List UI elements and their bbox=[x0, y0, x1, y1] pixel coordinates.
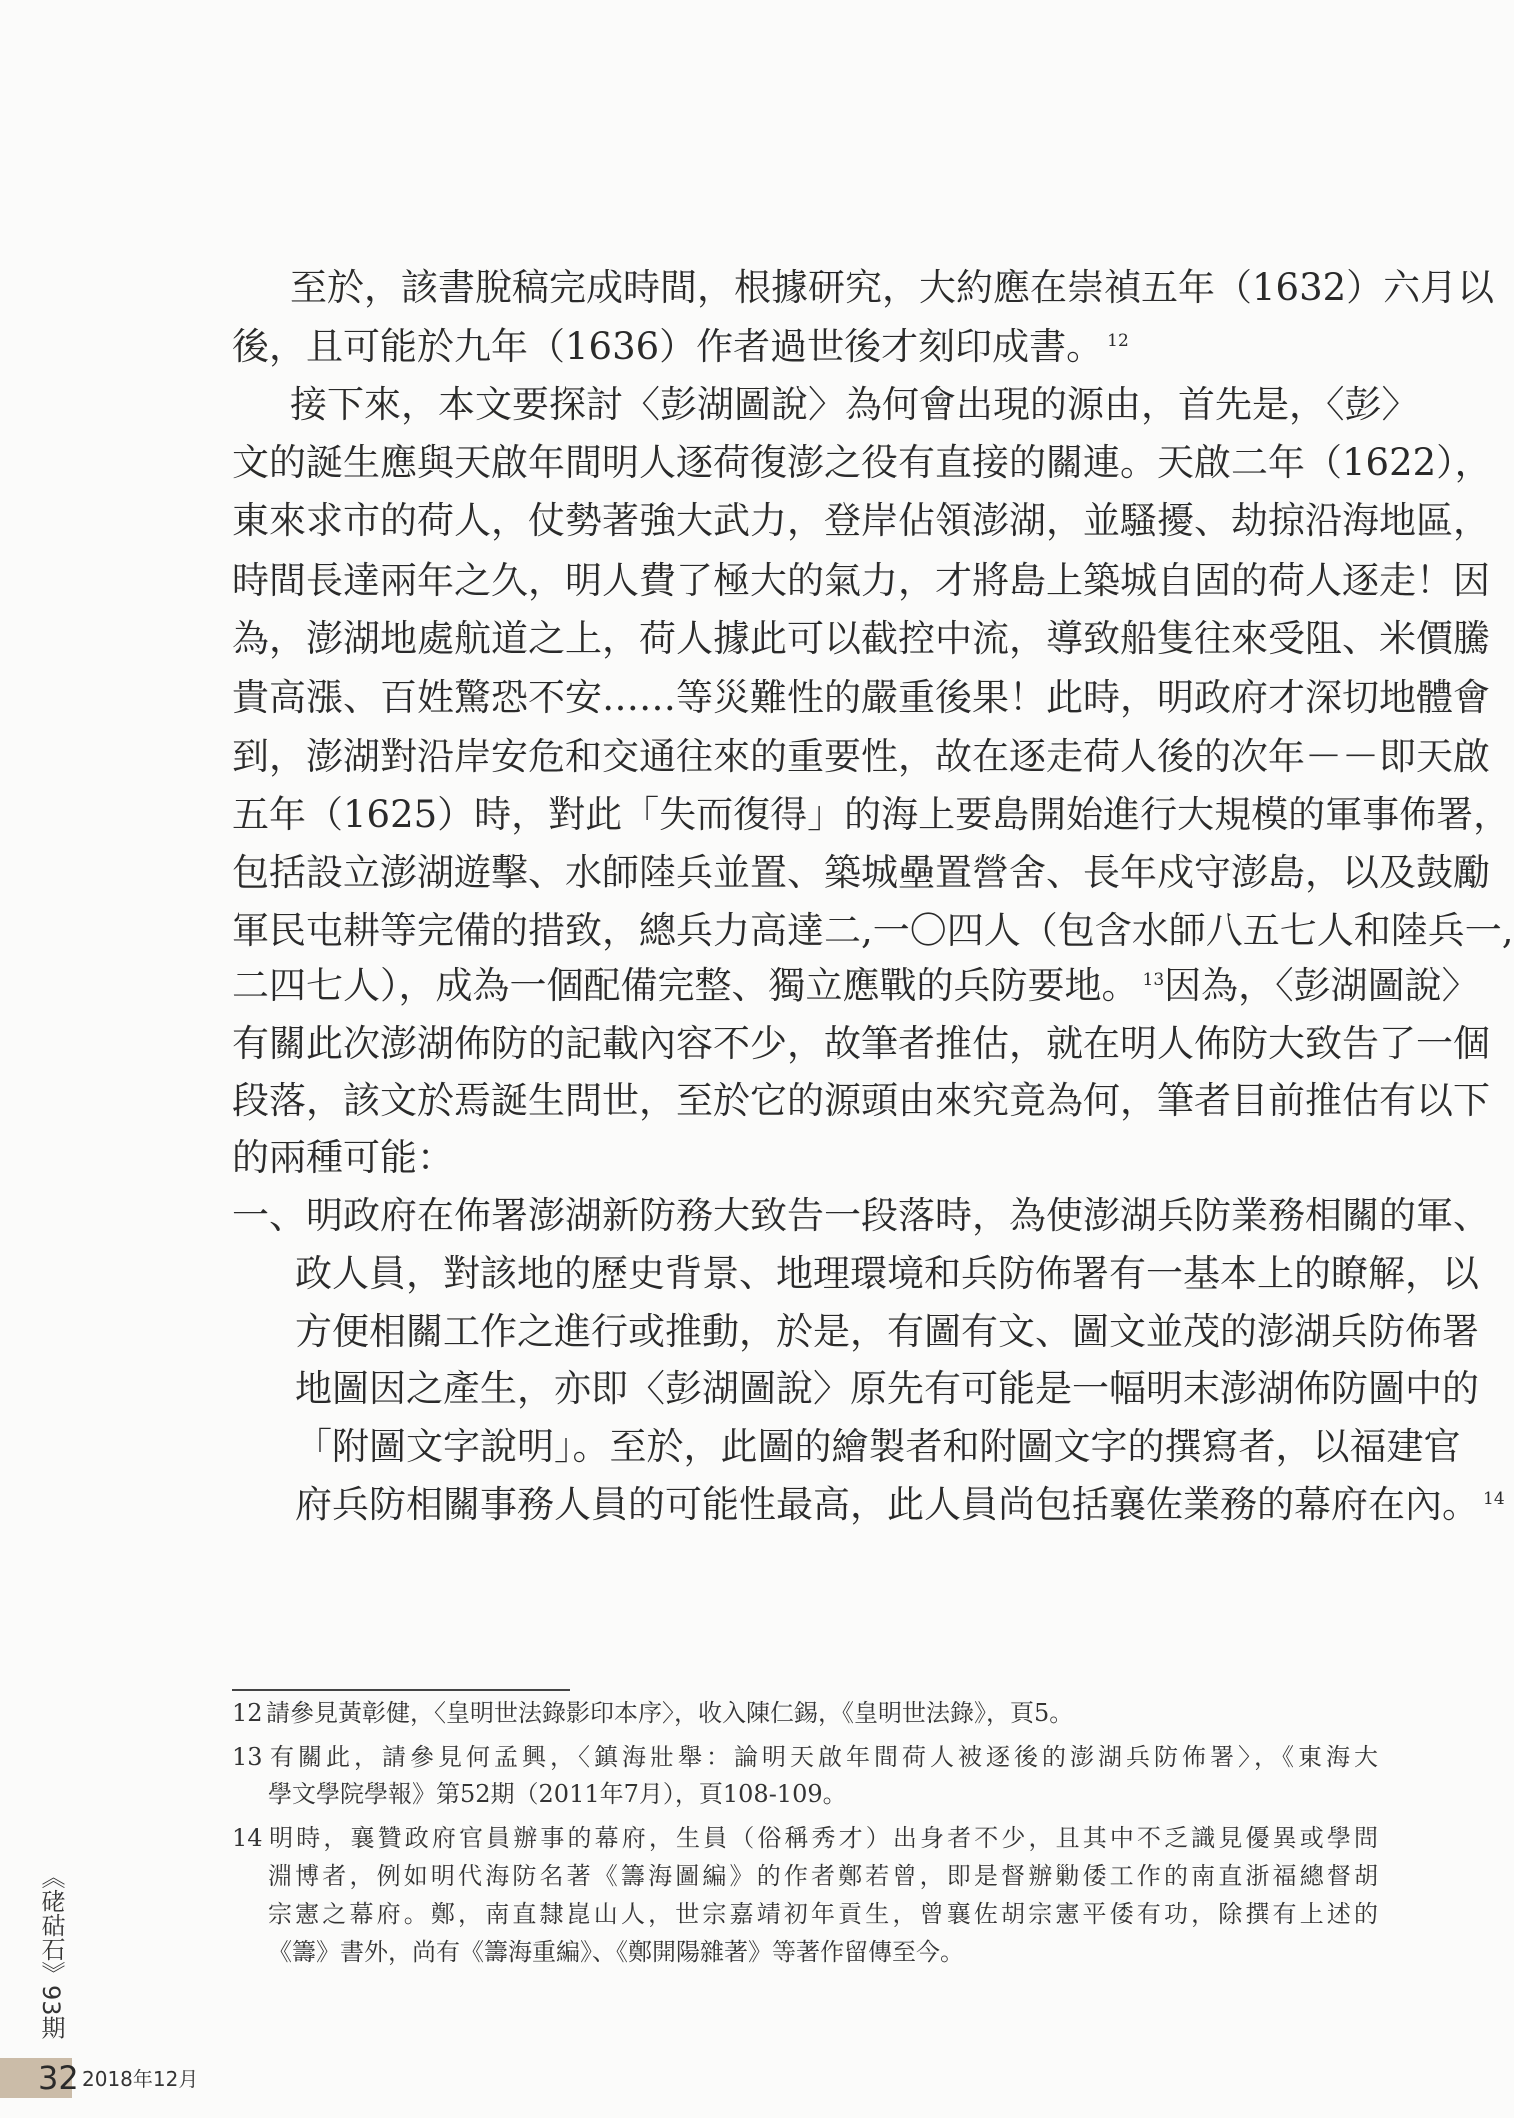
page-number: 32 bbox=[38, 2059, 79, 2097]
body-line: 到，澎湖對沿岸安危和交通往來的重要性，故在逐走荷人後的次年－－即天啟 bbox=[232, 735, 1490, 778]
list-item-line: 方便相關工作之進行或推動，於是，有圖有文、圖文並茂的澎湖兵防佈署 bbox=[295, 1310, 1479, 1353]
footnote-13-cont: 學文學院學報》第52期（2011年7月），頁108-109。 bbox=[268, 1780, 847, 1808]
footnote-ref-12[interactable]: 12 bbox=[1107, 331, 1129, 351]
footnote-number: 13 bbox=[232, 1743, 263, 1771]
body-line: 東來求市的荷人，仗勢著強大武力，登岸佔領澎湖，並騷擾、劫掠沿海地區， bbox=[232, 499, 1490, 542]
footnote-ref-14[interactable]: 14 bbox=[1483, 1489, 1505, 1509]
footnote-text: 有關此，請參見何孟興，〈鎮海壯舉：論明天啟年間荷人被逐後的澎湖兵防佈署〉，《東海大 bbox=[266, 1743, 1378, 1771]
body-line: 接下來，本文要探討〈彭湖圖說〉為何會出現的源由，首先是，〈彭〉 bbox=[290, 383, 1419, 426]
footnote-14 bbox=[232, 1823, 1378, 1853]
body-line: 至於，該書脫稿完成時間，根據研究，大約應在崇禎五年（1632）六月以 bbox=[290, 266, 1495, 309]
list-item-line: 「附圖文字說明」。至於，此圖的繪製者和附圖文字的撰寫者，以福建官 bbox=[295, 1425, 1461, 1468]
body-line: 為，澎湖地處航道之上，荷人據此可以截控中流，導致船隻往來受阻、米價騰 bbox=[232, 617, 1490, 660]
footnote-14-cont: 宗憲之幕府。鄭，南直隸崑山人，世宗嘉靖初年貢生，曾襄佐胡宗憲平倭有功，除撰有上述的 bbox=[268, 1900, 1378, 1928]
footnote-divider bbox=[232, 1689, 570, 1691]
list-item-line: 政人員，對該地的歷史背景、地理環境和兵防佈署有一基本上的瞭解，以 bbox=[295, 1252, 1479, 1295]
footnote-ref-13[interactable]: 13 bbox=[1142, 970, 1165, 990]
body-line: 五年（1625）時，對此「失而復得」的海上要島開始進行大規模的軍事佈署， bbox=[232, 793, 1511, 836]
body-line: 段落，該文於焉誕生問世，至於它的源頭由來究竟為何，筆者目前推估有以下 bbox=[232, 1079, 1490, 1122]
body-line-text: 府兵防相關事務人員的可能性最高，此人員尚包括襄佐業務的幕府在內。 bbox=[295, 1483, 1479, 1526]
body-line: 的兩種可能： bbox=[232, 1136, 454, 1179]
body-line: 包括設立澎湖遊擊、水師陸兵並置、築城壘置營舍、長年戍守澎島，以及鼓勵 bbox=[232, 851, 1490, 894]
footnote-text: 請參見黃彰健，〈皇明世法錄影印本序〉，收入陳仁錫，《皇明世法錄》，頁5。 bbox=[266, 1699, 1074, 1727]
body-line-text: 二四七人），成為一個配備完整、獨立應戰的兵防要地。 bbox=[232, 964, 1139, 1007]
body-line bbox=[232, 325, 1345, 369]
issue-date: 2018年12月 bbox=[82, 2067, 199, 2091]
footnote-14-cont: 淵博者，例如明代海防名著《籌海圖編》的作者鄭若曾，即是督辦勦倭工作的南直浙福總督胡 bbox=[268, 1862, 1378, 1890]
footnote-number: 14 bbox=[232, 1824, 263, 1852]
body-line: 文的誕生應與天啟年間明人逐荷復澎之役有直接的關連。天啟二年（1622）， bbox=[232, 441, 1492, 484]
footnote-12 bbox=[232, 1698, 1378, 1728]
body-line-text: 因為，〈彭湖圖說〉 bbox=[1164, 964, 1479, 1007]
list-item-line bbox=[295, 1483, 1505, 1527]
body-line-text: 後，且可能於九年（1636）作者過世後才刻印成書。 bbox=[232, 325, 1104, 368]
footnote-number: 12 bbox=[232, 1699, 263, 1727]
journal-title-vertical: 《硓𥑮石》93期 bbox=[37, 1865, 65, 2040]
body-line bbox=[232, 964, 1479, 1008]
footnote-13 bbox=[232, 1742, 1378, 1772]
body-line: 軍民屯耕等完備的措致，總兵力高達二,一〇四人（包含水師八五七人和陸兵一, bbox=[232, 909, 1514, 952]
body-line: 時間長達兩年之久，明人費了極大的氣力，才將島上築城自固的荷人逐走！因 bbox=[232, 559, 1490, 602]
body-line: 有關此次澎湖佈防的記載內容不少，故筆者推估，就在明人佈防大致告了一個 bbox=[232, 1022, 1490, 1065]
footnote-14-cont: 《籌》書外，尚有《籌海重編》、《鄭開陽雜著》等著作留傳至今。 bbox=[268, 1938, 964, 1966]
list-item-line: 地圖因之產生，亦即〈彭湖圖說〉原先有可能是一幅明末澎湖佈防圖中的 bbox=[295, 1367, 1479, 1410]
list-item-line: 一、明政府在佈署澎湖新防務大致告一段落時，為使澎湖兵防業務相關的軍、 bbox=[232, 1194, 1490, 1237]
footnote-text: 明時，襄贊政府官員辦事的幕府，生員（俗稱秀才）出身者不少，且其中不乏識見優異或學問 bbox=[266, 1824, 1378, 1852]
body-line: 貴高漲、百姓驚恐不安……等災難性的嚴重後果！此時，明政府才深切地體會 bbox=[232, 676, 1490, 719]
